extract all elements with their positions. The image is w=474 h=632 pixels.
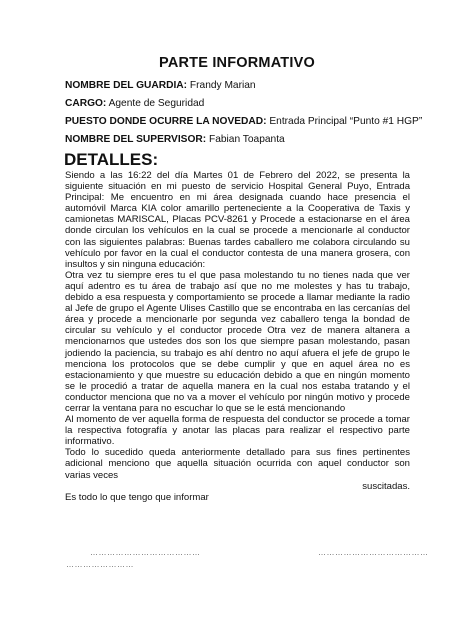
supervisor-line bbox=[65, 134, 285, 145]
cargo-label: CARGO: bbox=[65, 98, 107, 109]
post-line bbox=[65, 116, 422, 127]
details-paragraph-1: Siendo a las 16:22 del día Martes 01 de Febrero del 2022, se presenta la siguiente situación en mi puesto de servicio Hospital General Puyo, Entrada Principal: Me encuentro en mi área designada cuando hace presencia el automóvil Marca KIA color amarillo perteneciente a la Cooperativa de Taxis y camionetas MARISCAL, Placas PCV-8261 y Procede a estacionarse en el área donde circulan los vehículos en la cual se procede a mencionarle al conductor con las siguientes palabras: Buenas tardes caballero me colabora circulando su vehículo por favor en la cual el conductor contesta de una manera grosera, con insultos y sin ninguna educación: bbox=[65, 170, 410, 270]
document-title: PARTE INFORMATIVO bbox=[159, 55, 315, 71]
details-body bbox=[65, 170, 410, 503]
details-paragraph-3: Al momento de ver aquella forma de respuesta del conductor se procede a tomar la respectiva fotografía y anotar las placas para realizar el respectivo parte informativo. bbox=[65, 414, 410, 448]
details-heading: DETALLES: bbox=[64, 150, 159, 169]
details-paragraph-4: Todo lo sucedido queda anteriormente detallado para sus fines pertinentes adicional menciono que aquella situación ocurrida con aquel conductor son varias veces bbox=[65, 447, 410, 481]
details-paragraph-4-end: suscitadas. bbox=[362, 480, 410, 492]
cargo-line bbox=[65, 98, 204, 109]
supervisor-label: NOMBRE DEL SUPERVISOR: bbox=[65, 134, 207, 145]
cargo-value: Agente de Seguridad bbox=[108, 98, 205, 109]
signature-dots-left: ………………………………… bbox=[90, 548, 201, 557]
details-paragraph-2: Otra vez tu siempre eres tu el que pasa molestando tu no tienes nada que ver aquí adentro es tu área de trabajo así que no me molestes y has tu trabajo, debido a esa respuesta y comportamiento se procede a llamar mediante la radio al Jefe de grupo el Agente Ulises Castillo que se encontraba en las cercanías del área y procede a mencionarle por segunda vez caballero tenga la bondad de circular su vehículo y el conductor procede Otra vez de manera altanera a mencionarnos que ustedes dos son los que siempre pasan molestando, pasan jodiendo la paciencia, su trabajo es ahí dentro no aquí afuera el jefe de grupo le menciona los protocolos que se debe cumplir y que en aquel área no es estacionamiento y que muestre su educación debido a que en ningún momento se le procedió a tratar de aquella manera en la cual nos estaba tratando y el conductor menciona que no va a mover el vehículo por ningún motivo y procede cerrar la ventana para no escuchar lo que se le está mencionando bbox=[65, 269, 410, 414]
signature-dots-left-second: …………………… bbox=[66, 560, 134, 569]
guard-name-label: NOMBRE DEL GUARDIA: bbox=[65, 80, 188, 91]
guard-name-value: Frandy Marian bbox=[189, 80, 256, 91]
supervisor-value: Fabian Toapanta bbox=[208, 134, 285, 145]
guard-name-line bbox=[65, 80, 256, 91]
post-label: PUESTO DONDE OCURRE LA NOVEDAD: bbox=[65, 116, 267, 127]
details-closing: Es todo lo que tengo que informar bbox=[65, 491, 209, 503]
signature-dots-right: ………………………………… bbox=[318, 548, 429, 557]
post-value: Entrada Principal “Punto #1 HGP” bbox=[269, 116, 423, 127]
